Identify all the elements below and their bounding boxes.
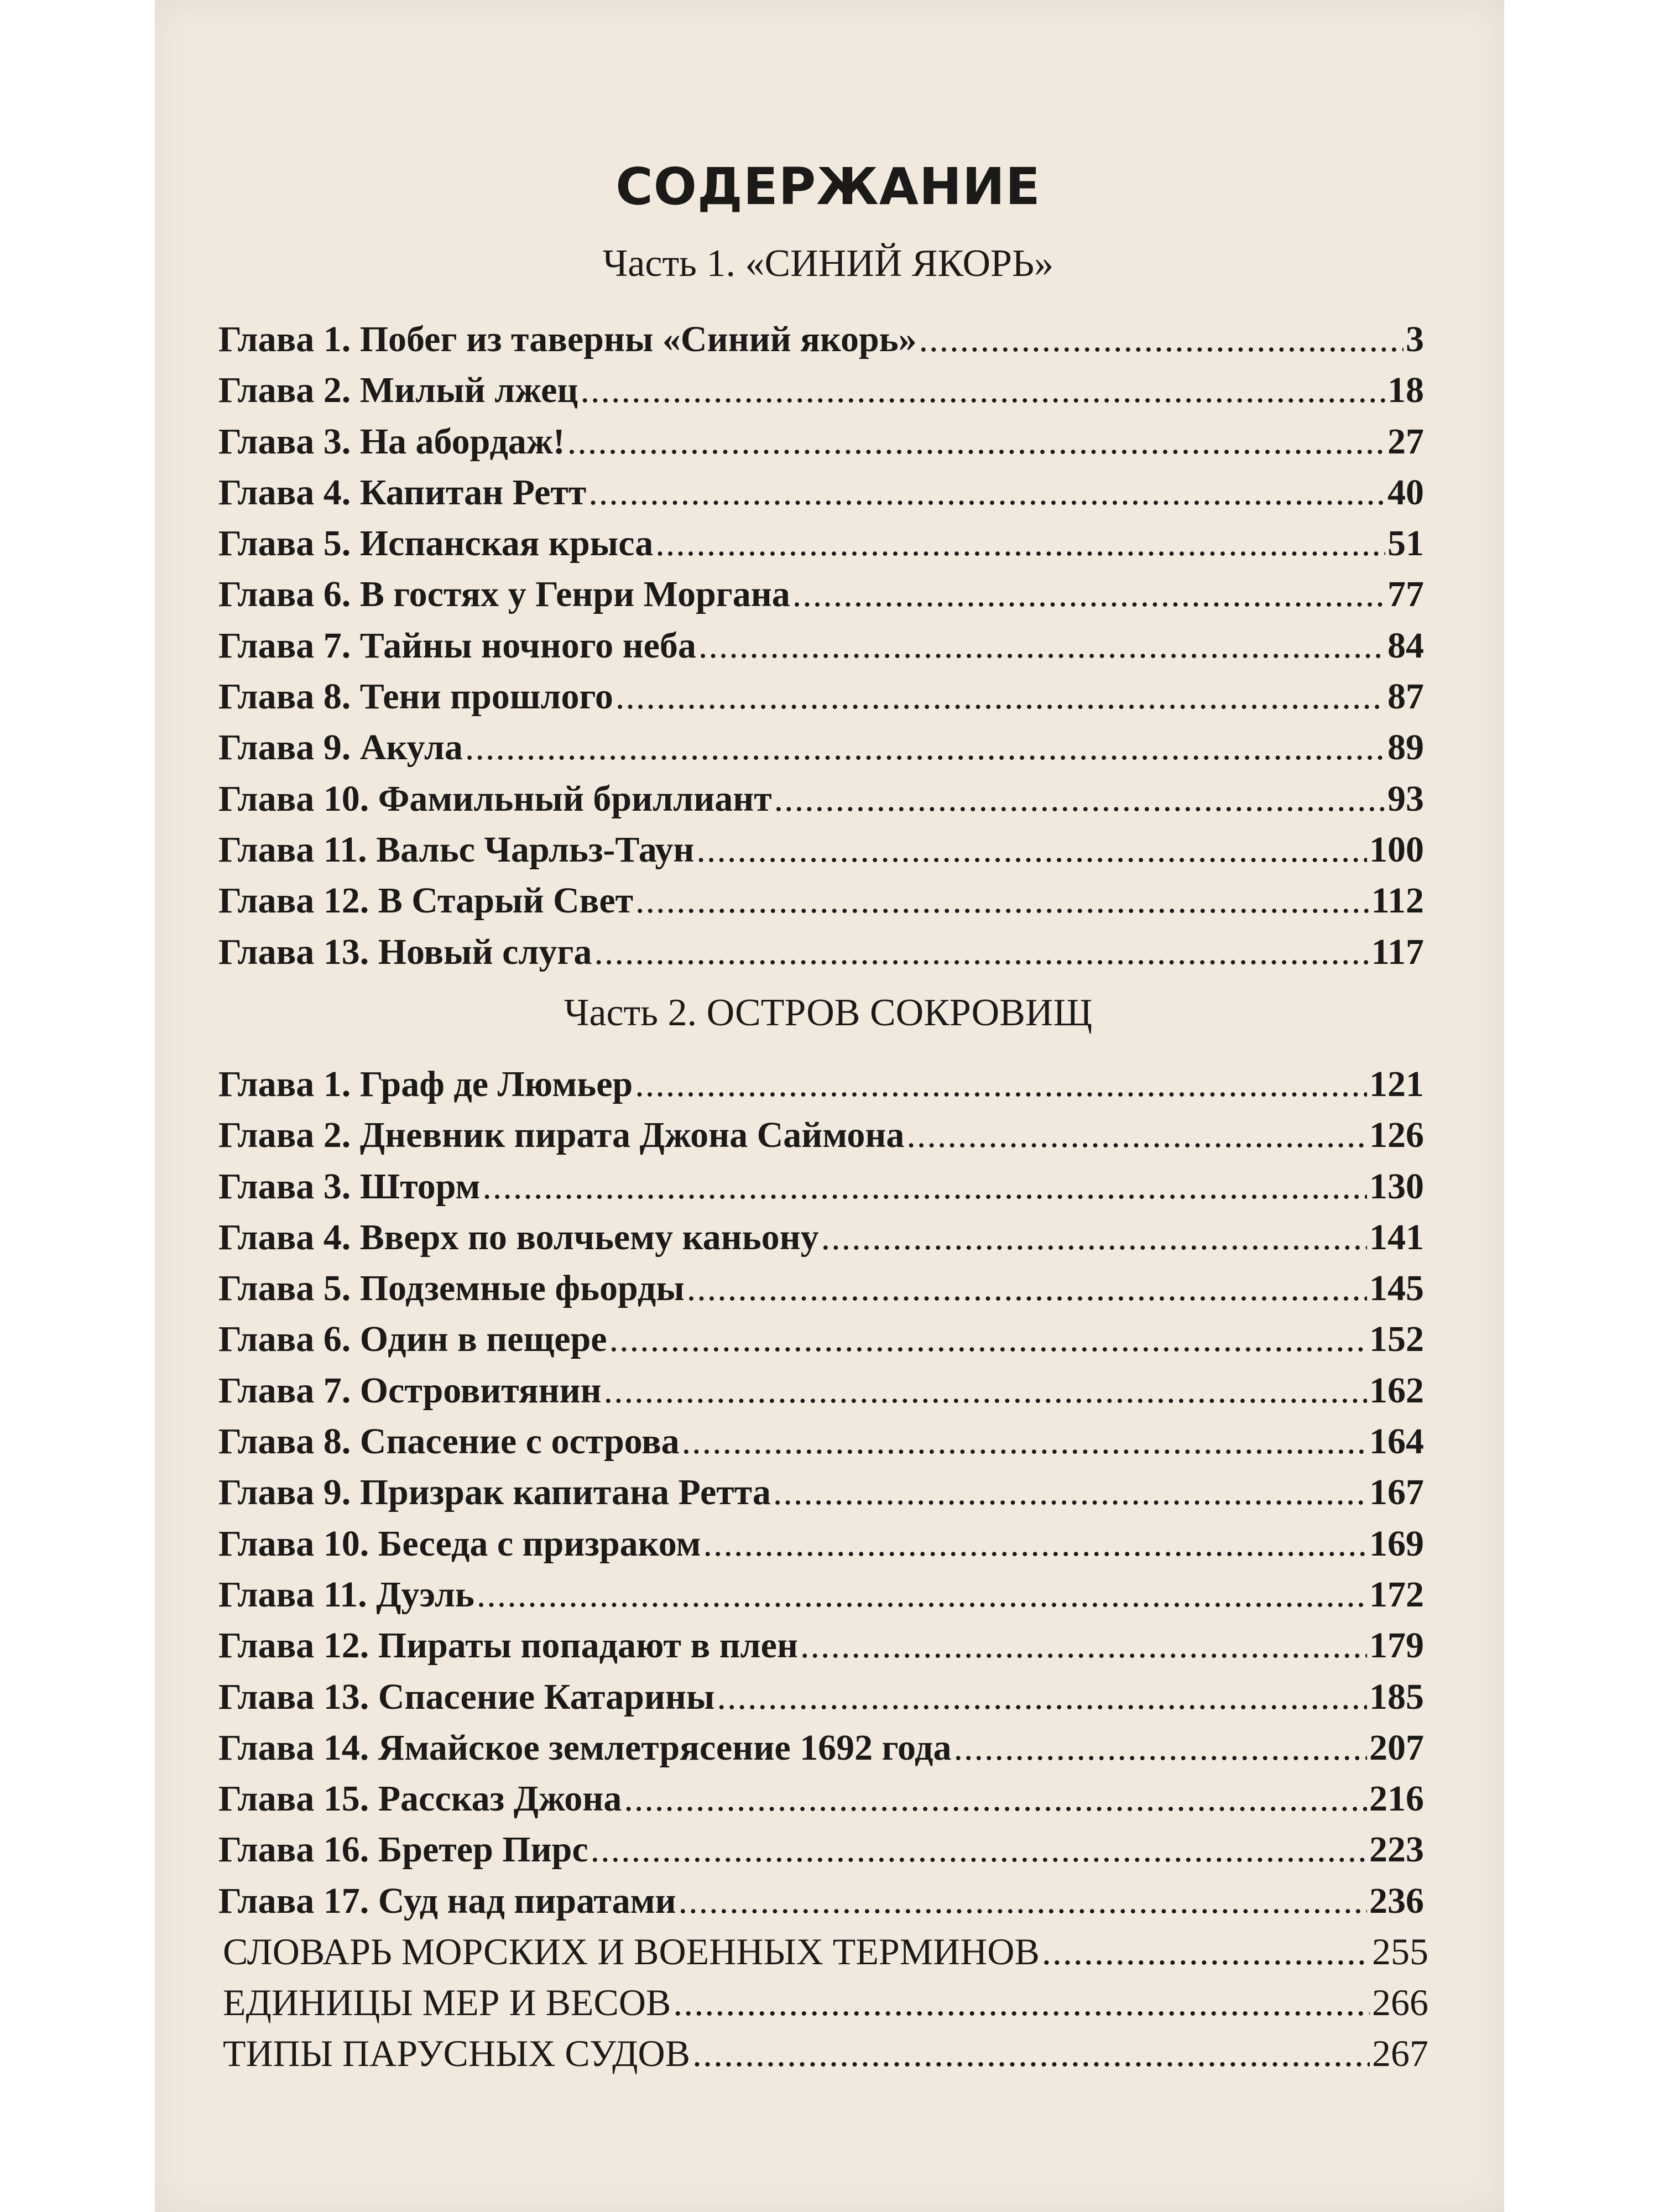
dot-leader xyxy=(482,1161,1367,1212)
toc-entry-page-number: 185 xyxy=(1369,1676,1424,1717)
toc-entry-page-number: 89 xyxy=(1387,727,1424,768)
dot-leader xyxy=(1042,1926,1370,1977)
dot-leader xyxy=(687,1263,1367,1314)
dot-leader xyxy=(800,1620,1367,1671)
toc-entry-page-number: 3 xyxy=(1406,319,1424,359)
toc-entry-label: Глава 13. Спасение Катарины xyxy=(218,1676,715,1717)
toc-entry-label: ЕДИНИЦЫ МЕР И ВЕСОВ xyxy=(223,1981,671,2023)
toc-entry-label: Глава 9. Акула xyxy=(218,727,463,768)
dot-leader xyxy=(821,1212,1367,1263)
toc-entry-page-number: 145 xyxy=(1369,1268,1424,1309)
toc-entry-page-number: 77 xyxy=(1387,574,1424,615)
dot-leader xyxy=(906,1110,1367,1161)
toc-entry xyxy=(218,671,1424,722)
toc-entry-page-number: 121 xyxy=(1369,1064,1424,1104)
toc-entry xyxy=(218,1467,1424,1518)
toc-entry-page-number: 27 xyxy=(1387,421,1424,462)
toc-entry-label: Глава 6. Один в пещере xyxy=(218,1319,607,1360)
dot-leader xyxy=(609,1314,1367,1365)
toc-entry xyxy=(218,1519,1424,1569)
dot-leader xyxy=(774,774,1385,825)
toc-entry xyxy=(218,1773,1424,1824)
dot-leader xyxy=(591,1824,1367,1875)
toc-entry-page-number: 93 xyxy=(1387,778,1424,819)
toc-entry-label: Глава 16. Бретер Пирс xyxy=(218,1829,588,1870)
toc-entry-page-number: 167 xyxy=(1369,1472,1424,1513)
dot-leader xyxy=(465,722,1385,773)
toc-entry xyxy=(223,1926,1428,1977)
toc-entry-label: Глава 12. Пираты попадают в плен xyxy=(218,1625,798,1666)
toc-entry-label: Глава 3. На абордаж! xyxy=(218,421,565,462)
toc-entry-label: Глава 5. Подземные фьорды xyxy=(218,1268,685,1309)
dot-leader xyxy=(953,1723,1367,1773)
toc-entry-label: Глава 11. Вальс Чарльз-Таун xyxy=(218,829,695,870)
dot-leader xyxy=(635,1059,1367,1110)
dot-leader xyxy=(567,416,1385,467)
toc-entry-label: Глава 3. Шторм xyxy=(218,1166,481,1207)
toc-entry-label: Глава 2. Дневник пирата Джона Саймона xyxy=(218,1115,905,1156)
toc-entry-label: Глава 12. В Старый Свет xyxy=(218,880,634,921)
toc-entry-page-number: 112 xyxy=(1371,880,1424,921)
toc-entry xyxy=(218,1263,1424,1314)
toc-entry-page-number: 117 xyxy=(1371,931,1424,972)
dot-leader xyxy=(698,620,1385,671)
toc-entry xyxy=(218,467,1424,518)
toc-entry xyxy=(218,1059,1424,1110)
dot-leader xyxy=(792,569,1385,620)
toc-entry-page-number: 164 xyxy=(1369,1421,1424,1462)
dot-leader xyxy=(635,875,1369,926)
dot-leader xyxy=(594,927,1369,978)
toc-entry xyxy=(218,1416,1424,1467)
toc-entry-label: Глава 10. Фамильный бриллиант xyxy=(218,778,772,819)
toc-entry xyxy=(218,722,1424,773)
toc-entry xyxy=(218,1876,1424,1927)
toc-entry xyxy=(218,365,1424,416)
part-2-heading: Часть 2. ОСТРОВ СОКРОВИЩ xyxy=(564,992,1093,1034)
part-2-chapter-list xyxy=(218,1059,1424,1927)
toc-entry xyxy=(218,825,1424,875)
toc-entry xyxy=(218,1569,1424,1620)
dot-leader xyxy=(624,1773,1367,1824)
toc-entry-label: Глава 10. Беседа с призраком xyxy=(218,1523,701,1564)
toc-entry-page-number: 40 xyxy=(1387,472,1424,513)
book-page xyxy=(155,0,1504,2212)
toc-entry-page-number: 51 xyxy=(1387,523,1424,564)
toc-entry xyxy=(218,875,1424,926)
toc-entry-page-number: 179 xyxy=(1369,1625,1424,1666)
toc-entry xyxy=(218,1620,1424,1671)
toc-entry-page-number: 130 xyxy=(1369,1166,1424,1207)
toc-entry xyxy=(218,620,1424,671)
toc-entry xyxy=(218,314,1424,365)
toc-entry-page-number: 223 xyxy=(1369,1829,1424,1870)
toc-entry-label: Глава 2. Милый лжец xyxy=(218,370,578,411)
dot-leader xyxy=(696,825,1367,875)
toc-entry xyxy=(223,2028,1428,2079)
toc-entry xyxy=(218,1161,1424,1212)
toc-entry xyxy=(218,927,1424,978)
toc-entry-label: Глава 13. Новый слуга xyxy=(218,931,592,972)
part-1-chapter-list xyxy=(218,314,1424,978)
toc-entry-page-number: 100 xyxy=(1369,829,1424,870)
dot-leader xyxy=(615,671,1385,722)
dot-leader xyxy=(679,1876,1367,1927)
toc-entry xyxy=(218,518,1424,569)
toc-entry-page-number: 266 xyxy=(1372,1981,1428,2023)
dot-leader xyxy=(477,1569,1367,1620)
toc-entry-label: Глава 8. Спасение с острова xyxy=(218,1421,680,1462)
toc-entry-page-number: 87 xyxy=(1387,676,1424,717)
toc-entry-label: Глава 7. Островитянин xyxy=(218,1370,602,1411)
dot-leader xyxy=(692,2028,1370,2079)
dot-leader xyxy=(580,365,1385,416)
dot-leader xyxy=(773,1467,1367,1518)
toc-entry-label: Глава 17. Суд над пиратами xyxy=(218,1880,676,1921)
toc-entry xyxy=(218,1824,1424,1875)
toc-entry-page-number: 152 xyxy=(1369,1319,1424,1360)
toc-entry-label: Глава 4. Вверх по волчьему каньону xyxy=(218,1217,819,1258)
toc-entry-label: Глава 1. Граф де Люмьер xyxy=(218,1064,633,1104)
toc-entry-page-number: 84 xyxy=(1387,625,1424,666)
toc-entry-page-number: 172 xyxy=(1369,1574,1424,1615)
toc-entry-page-number: 169 xyxy=(1369,1523,1424,1564)
toc-entry-label: Глава 7. Тайны ночного неба xyxy=(218,625,696,666)
toc-entry xyxy=(218,1723,1424,1773)
toc-entry-page-number: 267 xyxy=(1372,2032,1428,2074)
toc-entry-page-number: 236 xyxy=(1369,1880,1424,1921)
toc-entry xyxy=(218,774,1424,825)
toc-entry-label: Глава 1. Побег из таверны «Синий якорь» xyxy=(218,319,917,359)
toc-entry-label: Глава 8. Тени прошлого xyxy=(218,676,613,717)
appendix-list xyxy=(223,1926,1428,2079)
dot-leader xyxy=(588,467,1385,518)
part-1-heading: Часть 1. «СИНИЙ ЯКОРЬ» xyxy=(602,242,1054,285)
toc-entry xyxy=(218,1672,1424,1723)
toc-entry-label: Глава 6. В гостях у Генри Моргана xyxy=(218,574,790,615)
page-title: СОДЕРЖАНИЕ xyxy=(615,157,1041,216)
dot-leader xyxy=(717,1672,1367,1723)
dot-leader xyxy=(604,1365,1367,1416)
toc-entry xyxy=(218,1314,1424,1365)
toc-entry-page-number: 162 xyxy=(1369,1370,1424,1411)
toc-entry-label: Глава 15. Рассказ Джона xyxy=(218,1778,622,1819)
toc-entry xyxy=(218,1365,1424,1416)
toc-entry-label: Глава 5. Испанская крыса xyxy=(218,523,654,564)
toc-entry-label: Глава 11. Дуэль xyxy=(218,1574,474,1615)
toc-entry-page-number: 216 xyxy=(1369,1778,1424,1819)
toc-entry-page-number: 255 xyxy=(1372,1931,1428,1973)
toc-entry-label: Глава 9. Призрак капитана Ретта xyxy=(218,1472,771,1513)
toc-entry xyxy=(218,1110,1424,1161)
dot-leader xyxy=(673,1977,1370,2028)
toc-entry-page-number: 18 xyxy=(1387,370,1424,411)
dot-leader xyxy=(682,1416,1367,1467)
toc-entry xyxy=(218,416,1424,467)
toc-entry-label: ТИПЫ ПАРУСНЫХ СУДОВ xyxy=(223,2032,690,2074)
toc-entry xyxy=(223,1977,1428,2028)
toc-entry-page-number: 126 xyxy=(1369,1115,1424,1156)
toc-entry-label: Глава 4. Капитан Ретт xyxy=(218,472,587,513)
dot-leader xyxy=(655,518,1385,569)
dot-leader xyxy=(703,1519,1367,1569)
toc-entry-page-number: 207 xyxy=(1369,1727,1424,1768)
toc-entry-label: СЛОВАРЬ МОРСКИХ И ВОЕННЫХ ТЕРМИНОВ xyxy=(223,1931,1040,1973)
dot-leader xyxy=(919,314,1404,365)
toc-entry-page-number: 141 xyxy=(1369,1217,1424,1258)
toc-entry-label: Глава 14. Ямайское землетрясение 1692 года xyxy=(218,1727,952,1768)
toc-entry xyxy=(218,569,1424,620)
toc-entry xyxy=(218,1212,1424,1263)
